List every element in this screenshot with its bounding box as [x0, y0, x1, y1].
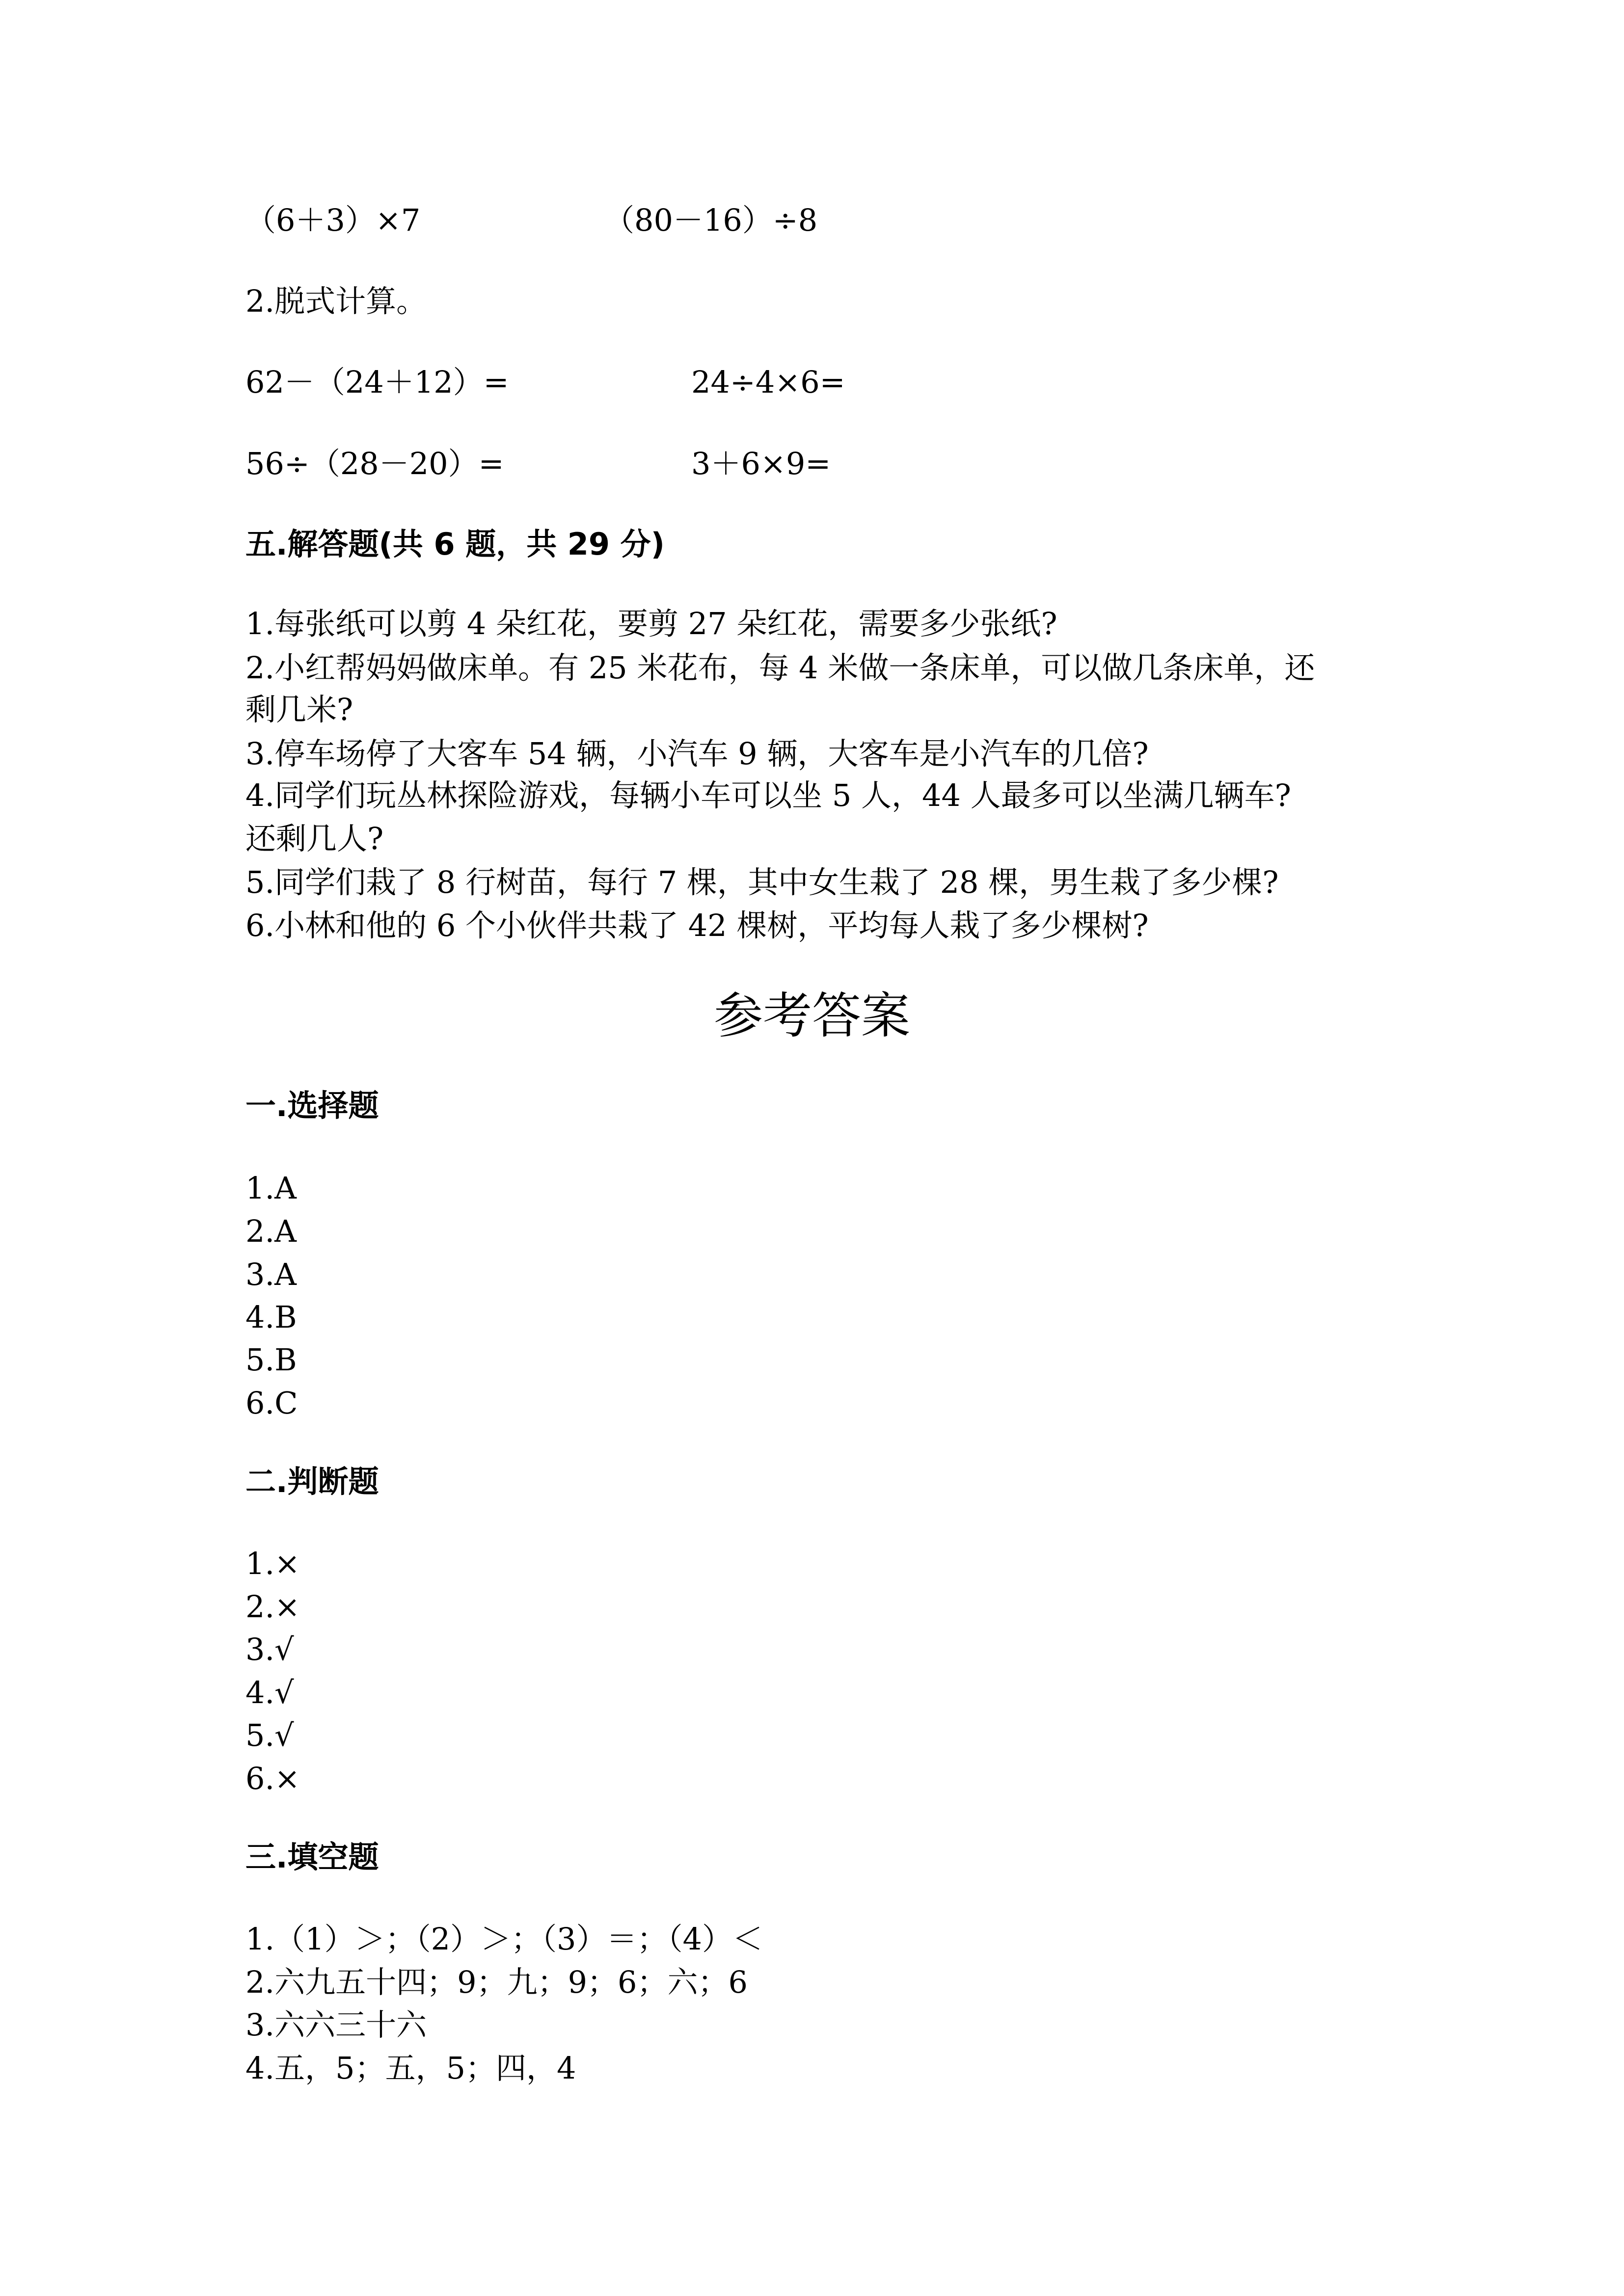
- answer-item: 2.六九五十四；9；九；9；6；六；6: [245, 1964, 748, 2000]
- answer-item: 1.（1）＞；（2）＞；（3）＝；（4）＜: [245, 1921, 763, 1957]
- word-problem-5: 5.同学们栽了 8 行树苗，每行 7 棵，其中女生栽了 28 棵，男生栽了多少棵?: [245, 864, 1279, 900]
- answer-item: 4.B: [245, 1299, 297, 1335]
- answer-item: 6.C: [245, 1385, 298, 1421]
- word-problem-4: 4.同学们玩丛林探险游戏，每辆小车可以坐 5 人，44 人最多可以坐满几辆车?: [245, 777, 1291, 813]
- answer-item: 4.√: [245, 1675, 294, 1710]
- answer-item: 3.A: [245, 1256, 297, 1292]
- calc-expression-6: 3＋6×9=: [691, 446, 831, 481]
- answer-section-heading: 二.判断题: [245, 1464, 379, 1499]
- calc-expression-2: （80－16）÷8: [604, 202, 818, 238]
- answer-item: 3.六六三十六: [245, 2007, 427, 2043]
- answer-item: 2.×: [245, 1589, 300, 1625]
- answer-item: 4.五，5；五，5；四，4: [245, 2050, 576, 2086]
- answer-item: 2.A: [245, 1213, 297, 1249]
- word-problem-2: 2.小红帮妈妈做床单。有 25 米花布，每 4 米做一条床单，可以做几条床单，还: [245, 650, 1315, 686]
- calc-expression-5: 56÷（28－20）=: [245, 446, 504, 481]
- section-heading: 五.解答题(共 6 题，共 29 分): [245, 526, 665, 562]
- calc-expression-3: 62－（24＋12）=: [245, 364, 509, 400]
- answer-section-heading: 三.填空题: [245, 1839, 379, 1875]
- answer-item: 3.√: [245, 1631, 294, 1667]
- answer-item: 5.√: [245, 1717, 294, 1753]
- question-title: 2.脱式计算。: [245, 283, 427, 319]
- word-problem-2-cont: 剩几米?: [245, 692, 353, 727]
- answer-item: 1.A: [245, 1170, 297, 1206]
- answer-key-title: 参考答案: [714, 987, 910, 1044]
- calc-expression-1: （6＋3）×7: [245, 202, 421, 238]
- calc-expression-4: 24÷4×6=: [691, 364, 845, 400]
- answer-section-heading: 一.选择题: [245, 1088, 379, 1123]
- word-problem-4-cont: 还剩几人?: [245, 821, 384, 856]
- word-problem-1: 1.每张纸可以剪 4 朵红花，要剪 27 朵红花，需要多少张纸?: [245, 606, 1057, 641]
- answer-item: 1.×: [245, 1546, 300, 1581]
- answer-item: 5.B: [245, 1342, 297, 1378]
- answer-item: 6.×: [245, 1761, 300, 1796]
- word-problem-3: 3.停车场停了大客车 54 辆，小汽车 9 辆，大客车是小汽车的几倍?: [245, 736, 1149, 772]
- word-problem-6: 6.小林和他的 6 个小伙伴共栽了 42 棵树，平均每人栽了多少棵树?: [245, 908, 1149, 943]
